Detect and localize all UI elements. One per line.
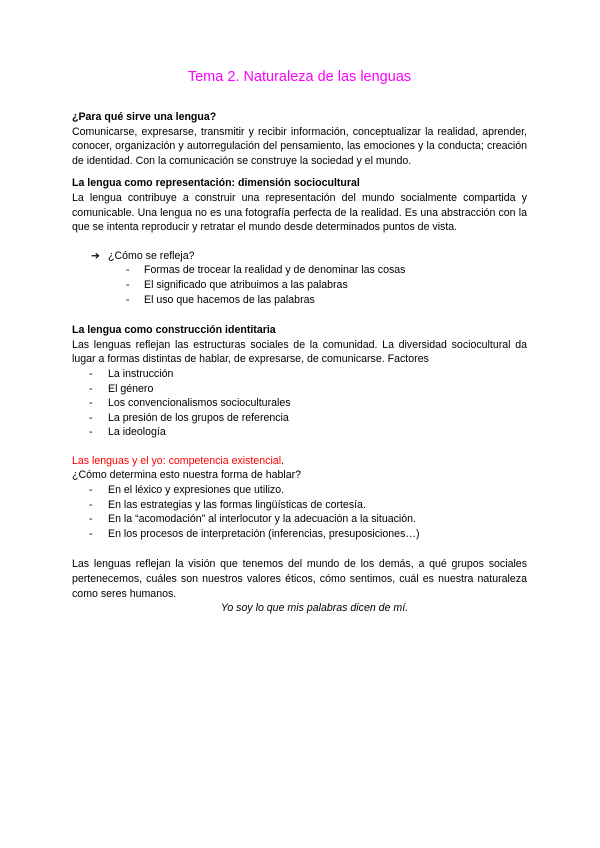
heading-period: .: [281, 454, 285, 467]
page-title: Tema 2. Naturaleza de las lenguas: [187, 69, 412, 85]
section-identity: [72, 323, 527, 440]
reflection-question: ¿Cómo se refleja?: [108, 249, 195, 262]
list-item: - En la “acomodación” al interlocutor y la adecuación a la situación.: [72, 512, 527, 527]
document-content: [72, 68, 527, 616]
section-existential: [72, 454, 527, 542]
list-item: - En el léxico y expresiones que utilizo.: [72, 483, 527, 498]
section-representation: [72, 176, 527, 307]
section-identity-heading: La lengua como construcción identitaria: [72, 324, 276, 337]
existential-question: ¿Cómo determina esto nuestra forma de hablar?: [72, 469, 302, 482]
conclusion-body: Las lenguas reflejan la visión que tenemos del mundo de los demás, a qué grupos sociales pertenecemos, cuáles son nuestros valores éticos, cómo sentimos, cuál es nuestra naturaleza como seres humanos.: [72, 558, 527, 600]
section-existential-heading: Las lenguas y el yo: competencia existencial: [72, 454, 282, 467]
factors-list: [72, 367, 527, 440]
section-identity-body: Las lenguas reflejan las estructuras sociales de la comunidad. La diversidad sociocultural da lugar a formas distintas de hablar, de expresarse, de comunicarse. Factores: [72, 338, 527, 366]
list-item: - Los convencionalismos socioculturales: [72, 396, 527, 411]
list-item: - En las estrategias y las formas lingüísticas de cortesía.: [72, 498, 527, 513]
list-item: - La instrucción: [72, 367, 527, 382]
closing-quote: Yo soy lo que mis palabras dicen de mí.: [220, 602, 409, 615]
arrow-right-icon: ➔: [91, 249, 100, 262]
list-item: - Formas de trocear la realidad y de denominar las cosas: [72, 263, 527, 278]
reflection-list: [72, 263, 527, 307]
section-existential-heading-line: [72, 454, 527, 469]
section-purpose: [72, 110, 527, 168]
section-purpose-body: Comunicarse, expresarse, transmitir y recibir información, conceptualizar la realidad, aprender, conocer, organización y autorregulación del pensamiento, las emociones y la conducta; creación de identidad. Con la comunicación se construye la sociedad y el mundo.: [72, 125, 527, 167]
list-item: - La presión de los grupos de referencia: [72, 411, 527, 426]
section-representation-body: La lengua contribuye a construir una representación del mundo socialmente compartida y comunicable. Una lengua no es una fotografía perfecta de la realidad. Es una abstracción con la que se intenta reproducir y retratar el mundo desde determinados puntos de vista.: [72, 191, 527, 234]
section-representation-heading: La lengua como representación: dimensión sociocultural: [72, 177, 360, 190]
list-item: - En los procesos de interpretación (inferencias, presuposiciones…): [72, 527, 527, 542]
list-item: - El significado que atribuimos a las palabras: [72, 278, 527, 293]
section-purpose-heading: ¿Para qué sirve una lengua?: [72, 111, 217, 123]
list-item: - El género: [72, 382, 527, 397]
list-item: - El uso que hacemos de las palabras: [72, 293, 527, 308]
existential-list: [72, 483, 527, 541]
section-conclusion: [72, 557, 527, 615]
list-item: - La ideología: [72, 425, 527, 440]
reflection-question-block: [91, 249, 527, 264]
